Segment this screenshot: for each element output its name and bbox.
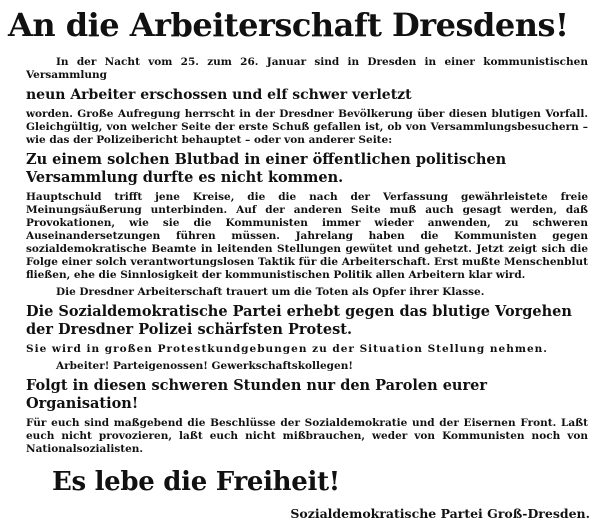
party-signature: Sozialdemokratische Partei Groß-Dresden. — [290, 506, 590, 521]
paragraph-blame: Hauptschuld trifft jene Kreise, die die nach der Verfassung gewährleistete freie Meinungsäußerung unterbinden. Auf der anderen Seite muß auch gesagt werden, daß Provokationen, wie sie die Kommunisten immer wieder anwenden, zu schweren Auseinandersetzungen führen müssen. Jahrelang haben die Kommunisten gegen sozialdemokratische Beamte in leitenden Stellungen gewütet und gehetzt. Jetzt zeigt sich die Folge einer solch verantwortungslosen Taktik für die Arbeiterschaft. Erst mußte Menschenblut fließen, ehe die Sinnlosigkeit der kommunistischen Politik allen Arbeitern klar wird. — [26, 191, 588, 281]
paragraph-decisions: Für euch sind maßgebend die Beschlüsse der Sozialdemokratie und der Eisernen Front. Laßt euch nicht provozieren, laßt euch nicht mißbrauchen, weder von Kommunisten noch von Nationalsozialisten. — [26, 417, 588, 455]
paragraph-incident: worden. Große Aufregung herrscht in der Dresdner Bevölkerung über diesen blutigen Vorfall. Gleichgültig, von welcher Seite der erste Schuß gefallen ist, ob von Versammlungsbesuchern – wie das der Polizeibericht behauptet – oder von anderer Seite: — [26, 108, 588, 146]
headline-bloodbath: Zu einem solchen Blutbad in einer öffentlichen politischen Versammlung durfte es nicht kommen. — [26, 151, 507, 186]
intro-paragraph: In der Nacht vom 25. zum 26. Januar sind in Dresden in einer kommunistischen Versammlung — [26, 56, 588, 81]
paragraph-address: Arbeiter! Parteigenossen! Gewerkschaftskollegen! — [56, 360, 353, 372]
paragraph-rallies: Sie wird in großen Protestkundgebungen zu der Situation Stellung nehmen. — [26, 343, 548, 355]
headline-follow: Folgt in diesen schweren Stunden nur den Parolen eurer Organisation! — [26, 377, 487, 412]
paragraph-mourning: Die Dresdner Arbeiterschaft trauert um die Toten als Opfer ihrer Klasse. — [56, 286, 485, 298]
headline-protest: Die Sozialdemokratische Partei erhebt gegen das blutige Vorgehen der Dresdner Polizei schärfsten Protest. — [26, 303, 572, 338]
headline-victims: neun Arbeiter erschossen und elf schwer verletzt — [26, 87, 412, 103]
closing-slogan: Es lebe die Freiheit! — [52, 467, 340, 497]
flyer-title: An die Arbeiterschaft Dresdens! — [8, 6, 569, 44]
